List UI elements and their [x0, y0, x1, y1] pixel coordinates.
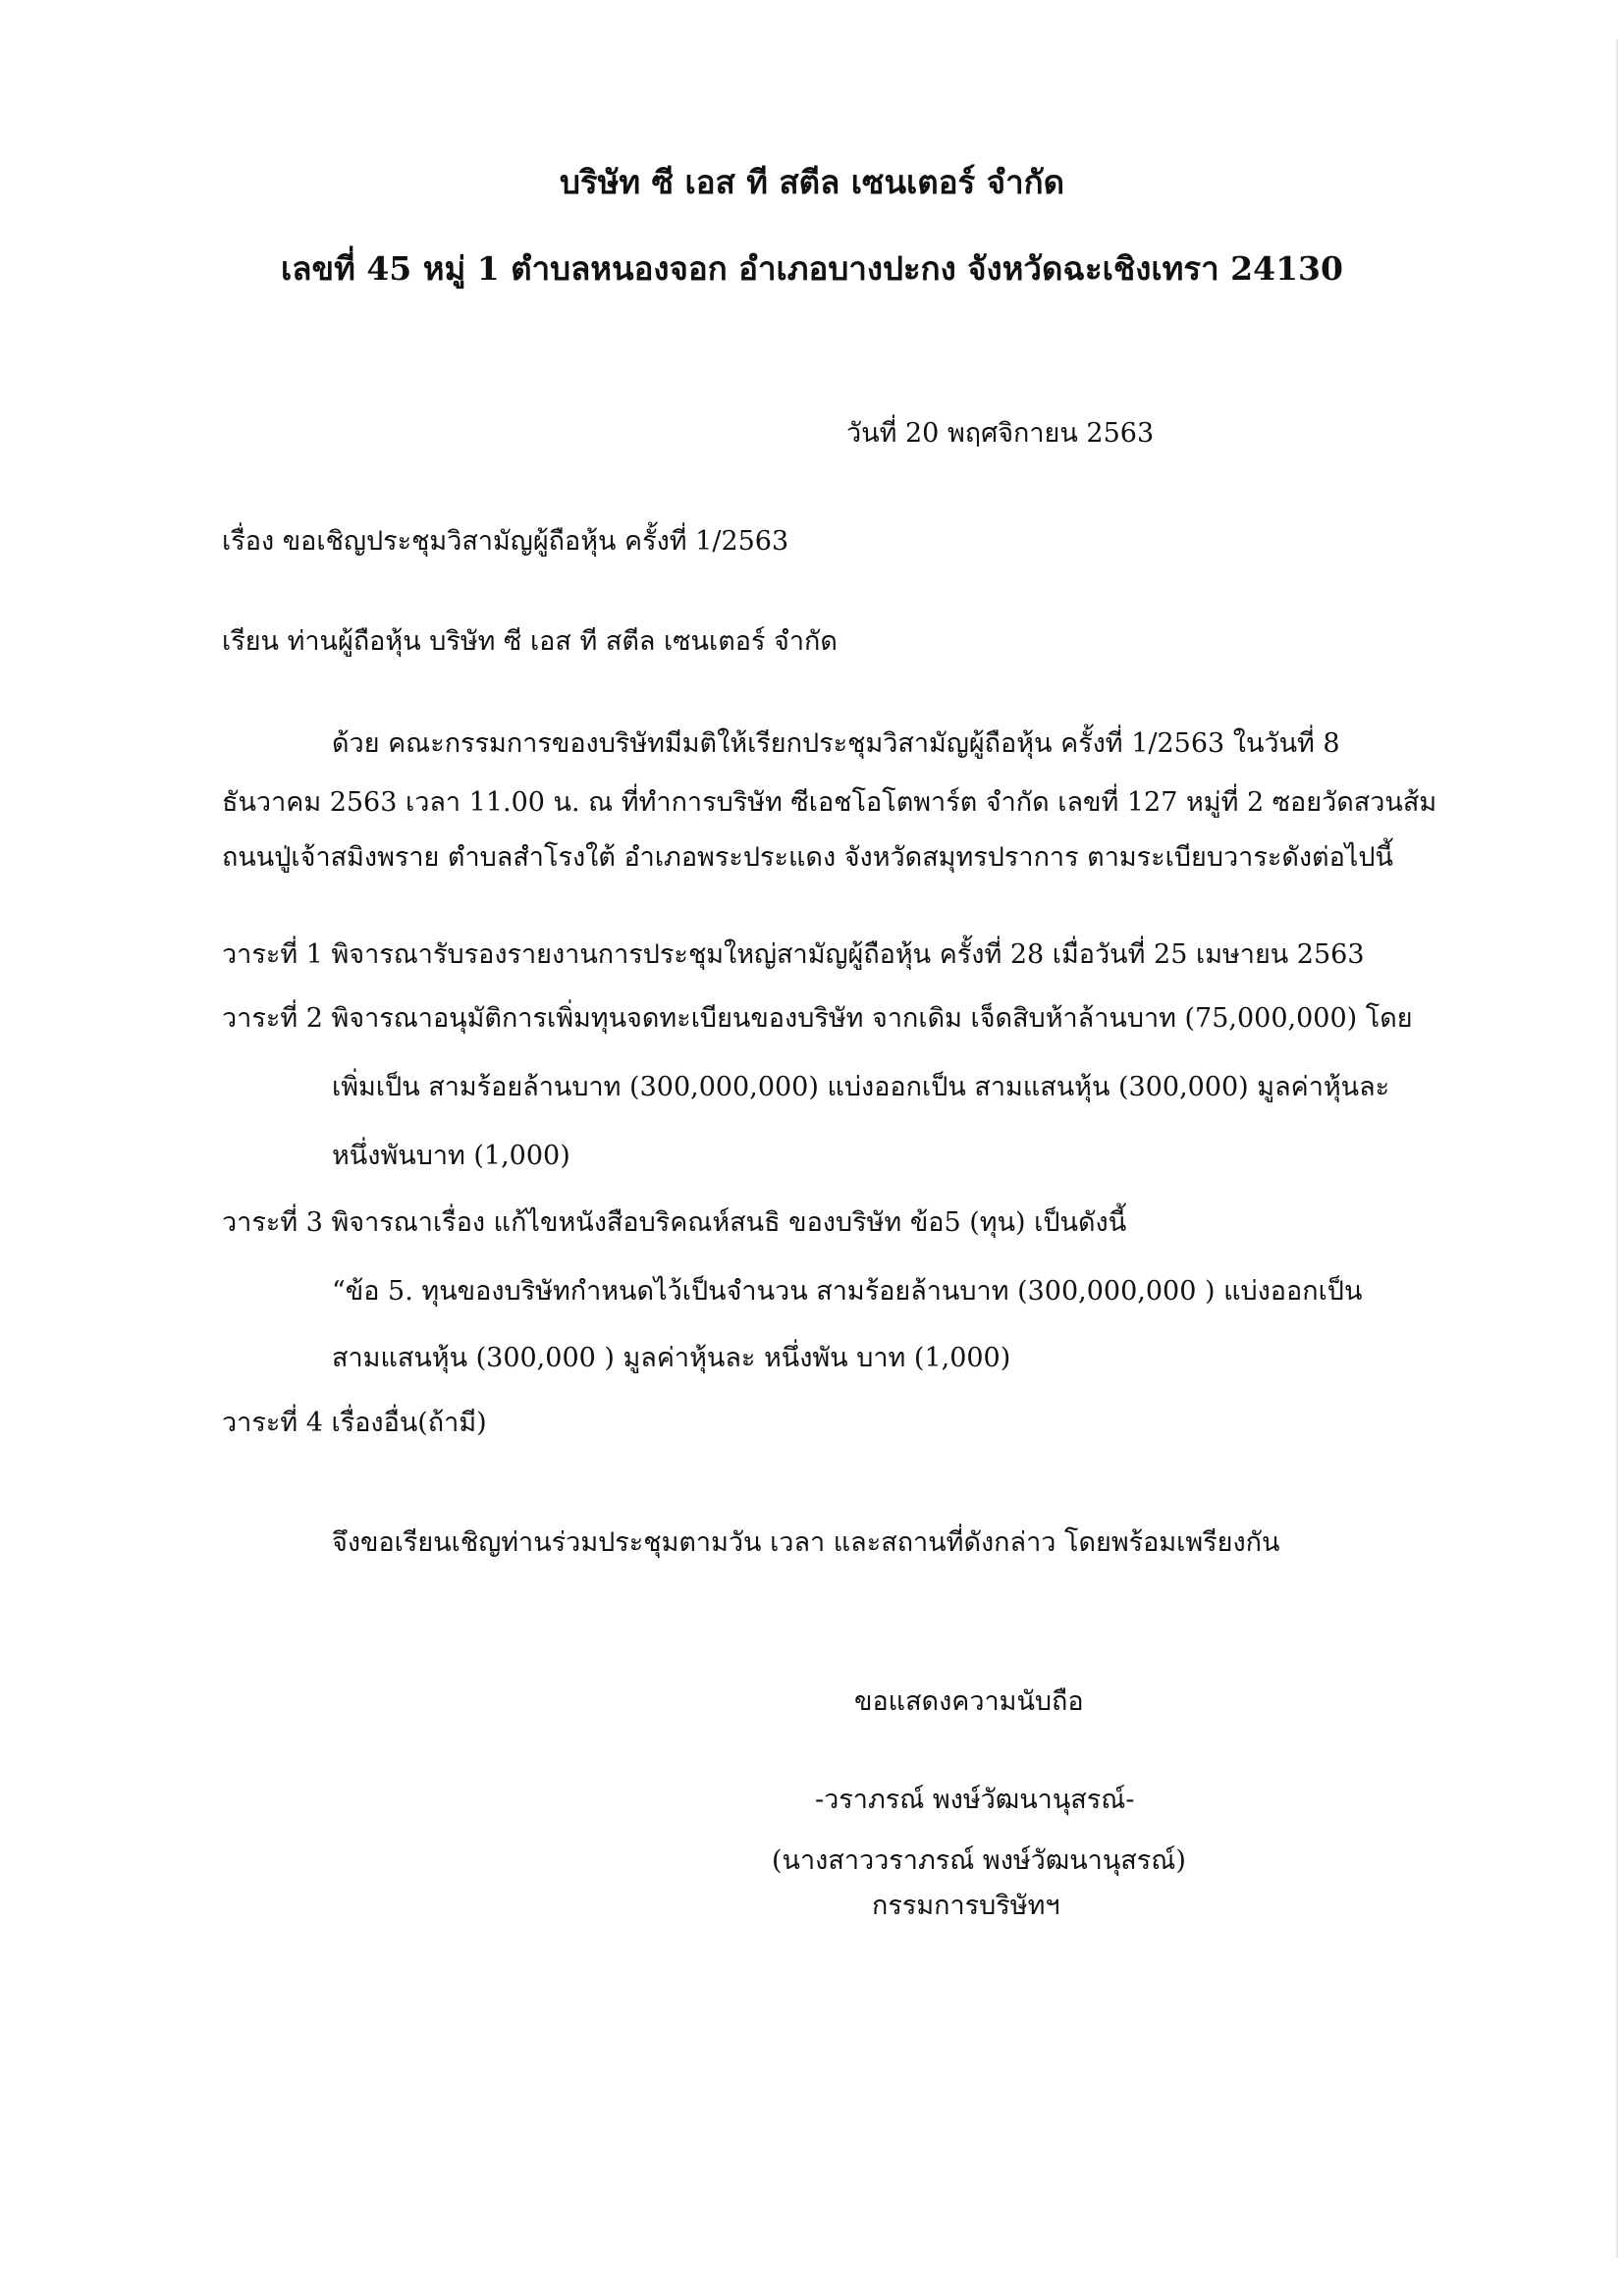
letter-date: วันที่ 20 พฤศจิกายน 2563 [846, 418, 1155, 449]
agenda-item-2-cont: เพิ่มเป็น สามร้อยล้านบาท (300,000,000) แบ่งออกเป็น สามแสนหุ้น (300,000) มูลค่าหุ้นละ [332, 1072, 1390, 1102]
signed-name: -วราภรณ์ พงษ์วัฒนานุสรณ์- [815, 1785, 1135, 1815]
closing-sentence: จึงขอเรียนเชิญท่านร่วมประชุมตามวัน เวลา และสถานที่ดังกล่าว โดยพร้อมเพรียงกัน [332, 1527, 1280, 1558]
agenda-item-2-cont: หนึ่งพันบาท (1,000) [332, 1141, 570, 1171]
signer-title: กรรมการบริษัทฯ [872, 1891, 1060, 1921]
intro-line: ถนนปู่เจ้าสมิงพราย ตำบลสำโรงใต้ อำเภอพระประแดง จังหวัดสมุทรปราการ ตามระเบียบวาระดังต่อไปนี้ [222, 842, 1393, 873]
intro-line: ด้วย คณะกรรมการของบริษัทมีมติให้เรียกประชุมวิสามัญผู้ถือหุ้น ครั้งที่ 1/2563 ในวันที่ 8 [332, 728, 1340, 759]
agenda-item-3-quote: “ข้อ 5. ทุนของบริษัทกำหนดไว้เป็นจำนวน สามร้อยล้านบาท (300,000,000 ) แบ่งออกเป็น [332, 1276, 1363, 1307]
letter-recipient: เรียน ท่านผู้ถือหุ้น บริษัท ซี เอส ที สตีล เซนเตอร์ จำกัด [222, 626, 838, 657]
agenda-item-2: วาระที่ 2 พิจารณาอนุมัติการเพิ่มทุนจดทะเบียนของบริษัท จากเดิม เจ็ดสิบห้าล้านบาท (75,000,000) โดย [222, 1003, 1413, 1034]
company-address: เลขที่ 45 หมู่ 1 ตำบลหนองจอก อำเภอบางปะกง จังหวัดฉะเชิงเทรา 24130 [281, 249, 1343, 288]
letter-subject: เรื่อง ขอเชิญประชุมวิสามัญผู้ถือหุ้น ครั้งที่ 1/2563 [222, 526, 789, 557]
agenda-item-1: วาระที่ 1 พิจารณารับรองรายงานการประชุมใหญ่สามัญผู้ถือหุ้น ครั้งที่ 28 เมื่อวันที่ 25 เมษายน 2563 [222, 939, 1365, 970]
agenda-item-4: วาระที่ 4 เรื่องอื่น(ถ้ามี) [222, 1408, 487, 1438]
agenda-item-3-quote: สามแสนหุ้น (300,000 ) มูลค่าหุ้นละ หนึ่งพัน บาท (1,000) [332, 1343, 1011, 1373]
agenda-item-3: วาระที่ 3 พิจารณาเรื่อง แก้ไขหนังสือบริคณห์สนธิ ของบริษัท ข้อ5 (ทุน) เป็นดังนี้ [222, 1207, 1127, 1238]
intro-line: ธันวาคม 2563 เวลา 11.00 น. ณ ที่ทำการบริษัท ซีเอชโอโตพาร์ต จำกัด เลขที่ 127 หมู่ที่ 2 ซอยวัดสวนส้ม [222, 787, 1437, 818]
company-name: บริษัท ซี เอส ที สตีล เซนเตอร์ จำกัด [559, 163, 1065, 201]
signer-full-name: (นางสาววราภรณ์ พงษ์วัฒนานุสรณ์) [772, 1845, 1186, 1876]
regards: ขอแสดงความนับถือ [854, 1686, 1084, 1717]
scan-edge-divider [1616, 39, 1618, 2258]
